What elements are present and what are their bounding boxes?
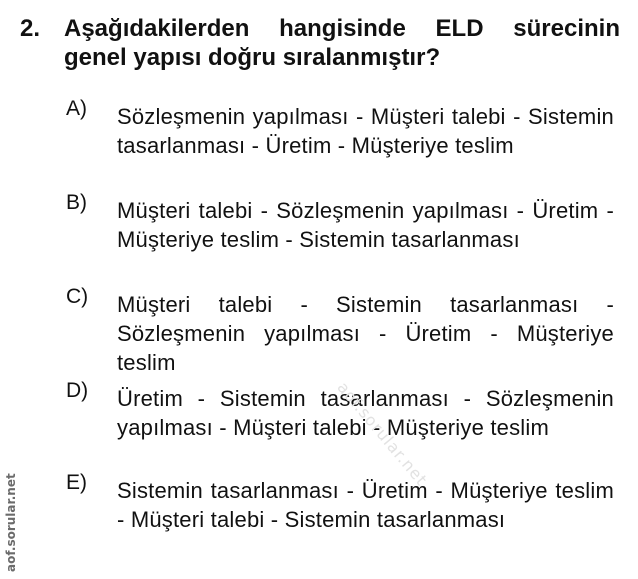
diagonal-watermark: aof.sorular.net (333, 378, 432, 490)
option-letter: E) (66, 471, 87, 494)
option-letter: B) (66, 191, 87, 214)
question-number: 2. (20, 15, 41, 42)
option-text: Müşteri talebi - Sistemin tasarlanması - Sözleşmenin yapılması - Üretim - Müşteriye teslim (117, 292, 614, 375)
option-text: Müşteri talebi - Sözleşmenin yapılması - Üretim - Müşteriye teslim - Sistemin tasarlanması (117, 198, 614, 252)
option-text: Sözleşmenin yapılması - Müşteri talebi - Sistemin tasarlanması - Üretim - Müşteriye teslim (117, 104, 614, 158)
option-letter: D) (66, 379, 89, 402)
option-letter: C) (66, 285, 89, 308)
option-text: Sistemin tasarlanması - Üretim - Müşteriye teslim - Müşteri talebi - Sistemin tasarlanması (117, 478, 614, 532)
option-letter: A) (66, 97, 87, 120)
question-text: Aşağıdakilerden hangisinde ELD sürecinin genel yapısı doğru sıralanmıştır? (64, 15, 620, 71)
option-text: Üretim - Sistemin tasarlanması - Sözleşmenin yapılması - Müşteri talebi - Müşteriye teslim (117, 386, 614, 440)
side-watermark: aof.sorular.net (4, 473, 18, 572)
